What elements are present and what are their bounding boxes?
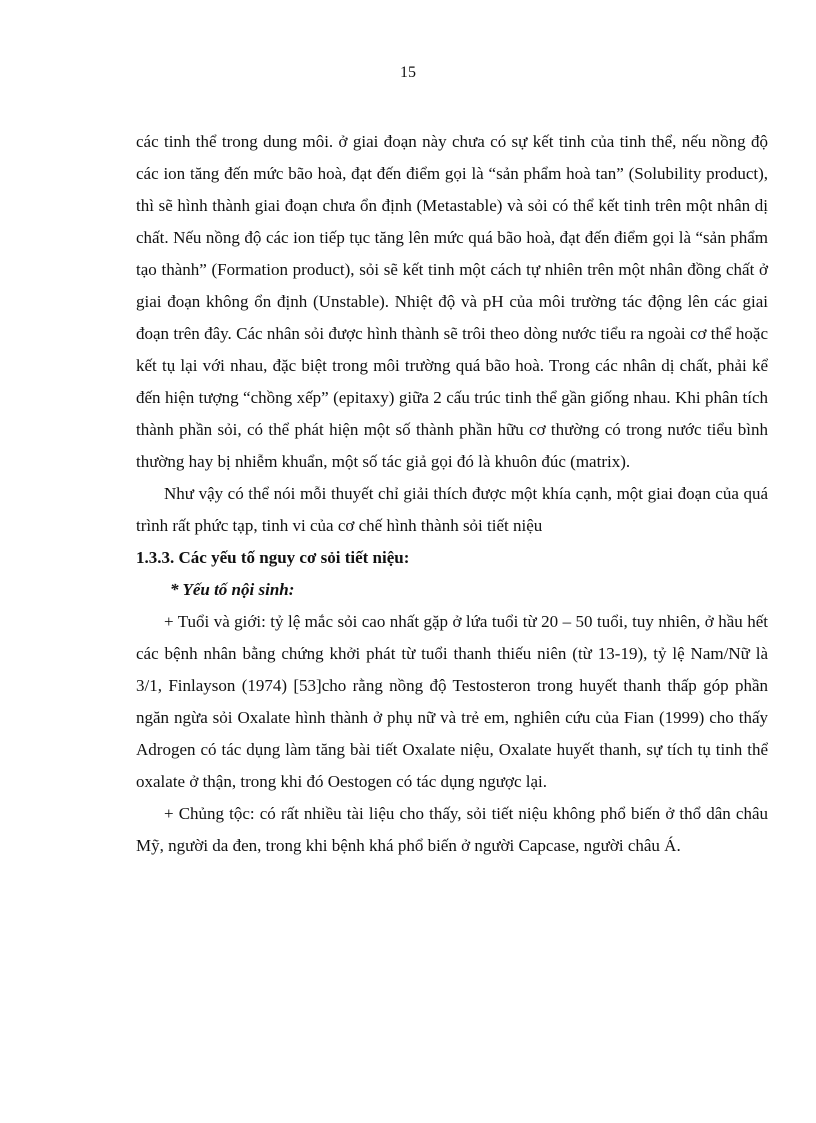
page-number: 15 xyxy=(400,64,416,81)
paragraph-conclusion: Như vậy có thể nói mỗi thuyết chỉ giải thích được một khía cạnh, một giai đoạn của quá trình rất phức tạp, tinh vi của cơ chế hình thành sỏi tiết niệu xyxy=(136,484,768,535)
paragraph-ethnicity: + Chủng tộc: có rất nhiều tài liệu cho thấy, sỏi tiết niệu không phổ biến ở thổ dân châu Mỹ, người da đen, trong khi bệnh khá phổ biến ở người Capcase, người châu Á. xyxy=(136,804,768,855)
subsection-heading: * Yếu tố nội sinh: xyxy=(170,580,295,599)
section-heading: 1.3.3. Các yếu tố nguy cơ sỏi tiết niệu: xyxy=(136,548,410,567)
document-body xyxy=(136,126,768,862)
paragraph-crystallization: các tinh thể trong dung môi. ở giai đoạn này chưa có sự kết tinh của tinh thể, nếu nồng độ các ion tăng đến mức bão hoà, đạt đến điểm gọi là “sản phẩm hoà tan” (Solubility product), thì sẽ hình thành giai đoạn chưa ổn định (Metastable) và sỏi có thể kết tinh trên một nhân dị chất. Nếu nồng độ các ion tiếp tục tăng lên mức quá bão hoà, đạt đến điểm gọi là “sản phẩm tạo thành” (Formation product), sỏi sẽ kết tinh một cách tự nhiên trên một nhân đồng chất ở giai đoạn không ổn định (Unstable). Nhiệt độ và pH của môi trường tác động lên các giai đoạn trên đây. Các nhân sỏi được hình thành sẽ trôi theo dòng nước tiểu ra ngoài cơ thể hoặc kết tụ lại với nhau, đặc biệt trong môi trường quá bão hoà. Trong các nhân dị chất, phải kể đến hiện tượng “chồng xếp” (epitaxy) giữa 2 cấu trúc tinh thể gần giống nhau. Khi phân tích thành phần sỏi, có thể phát hiện một số thành phần hữu cơ thường có trong nước tiểu bình thường hay bị nhiễm khuẩn, một số tác giả gọi đó là khuôn đúc (matrix). xyxy=(136,132,768,471)
paragraph-age-gender: + Tuổi và giới: tỷ lệ mắc sỏi cao nhất gặp ở lứa tuổi từ 20 – 50 tuổi, tuy nhiên, ở hầu hết các bệnh nhân bằng chứng khởi phát từ tuổi thanh thiếu niên (từ 13-19), tỷ lệ Nam/Nữ là 3/1, Finlayson (1974) [53]cho rằng nồng độ Testosteron trong huyết thanh thấp góp phần ngăn ngừa sỏi Oxalate hình thành ở phụ nữ và trẻ em, nghiên cứu của Fian (1999) cho thấy Adrogen có tác dụng làm tăng bài tiết Oxalate niệu, Oxalate huyết thanh, sự tích tụ tinh thể oxalate ở thận, trong khi đó Oestogen có tác dụng ngược lại. xyxy=(136,612,768,791)
